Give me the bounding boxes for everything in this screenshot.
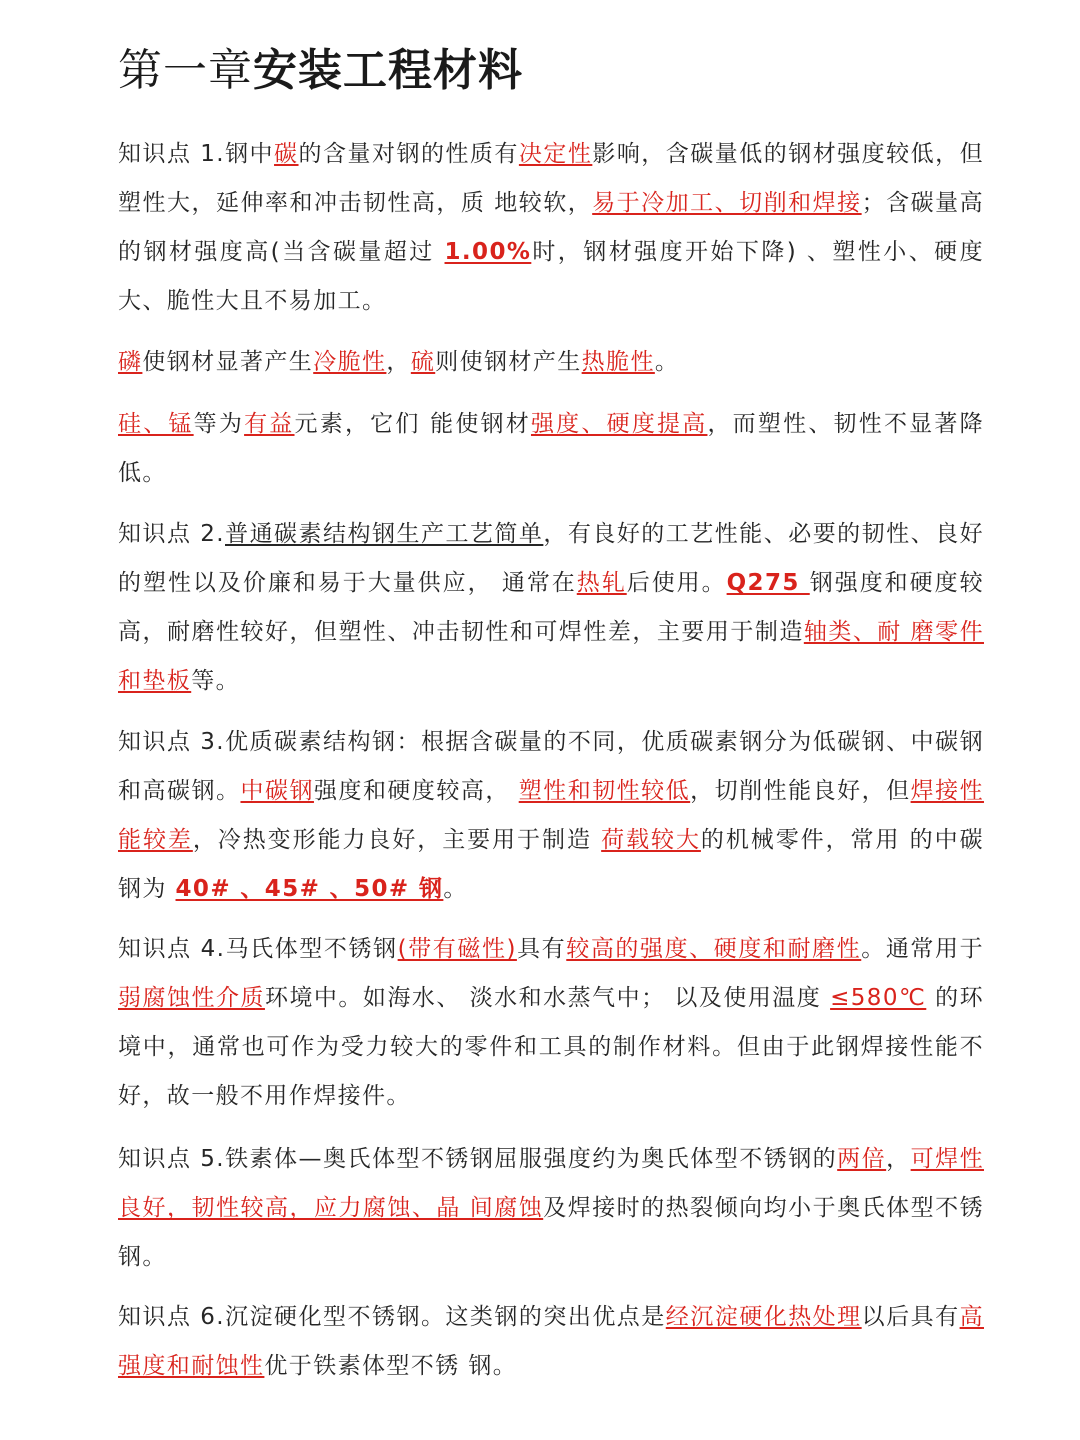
knowledge-point-4	[118, 925, 984, 1121]
text: 等。	[191, 668, 241, 694]
text: 以后具有	[861, 1304, 960, 1330]
highlight: 经沉淀硬化热处理	[665, 1304, 862, 1330]
text: 环境中。如海水、 淡水和水蒸气中； 以及使用温度	[264, 985, 831, 1011]
text: 知识点 6.沉淀硬化型不锈钢。这类钢的突出优点是	[118, 1304, 666, 1330]
highlight: 磷	[118, 349, 143, 375]
text: ，	[386, 349, 411, 375]
text: 影响，含碳量低的钢材强度较低，但塑性大，延伸率和冲击韧性高，质 地较软，	[118, 141, 984, 216]
highlight: 易于冷加工、切削和焊接	[592, 190, 862, 216]
text: 的环境中，通常也可作为受力较大的零件和工具的制作材料。但由于此钢焊接性能不好，故一般不用作焊接件。	[118, 985, 984, 1109]
knowledge-point-1	[118, 130, 984, 326]
highlight: 两倍	[837, 1146, 887, 1172]
text: 钢强度和硬度较高，耐磨性较好，但塑性、冲击韧性和可焊性差，主要用于制造	[118, 570, 984, 645]
highlight: 高强度和耐蚀性	[118, 1304, 984, 1379]
text: 。通常用于	[861, 936, 984, 962]
highlight: 弱腐蚀性介质	[118, 985, 265, 1011]
text: 。	[654, 349, 680, 375]
text: ，有良好的工艺性能、必要的韧性、良好的塑性以及价廉和易于大量供应， 通常在	[118, 521, 985, 596]
highlight: 焊接性能较差	[118, 778, 984, 853]
text: 优于铁素体型不锈 钢。	[264, 1353, 518, 1379]
knowledge-point-6	[118, 1293, 984, 1391]
highlight: 决定性	[518, 141, 593, 167]
highlight: 热轧	[576, 570, 627, 596]
text: 的机械零件，常用 的中碳钢为	[118, 827, 984, 902]
highlight: 可焊性良好，韧性较高，应力腐蚀、晶 间腐蚀	[118, 1146, 984, 1221]
text: 知识点 3.优质碳素结构钢：根据含碳量的不同，优质碳素钢分为低碳钢、中碳钢和高碳钢。	[118, 729, 984, 804]
highlight: 轴类、耐 磨零件和垫板	[118, 619, 984, 694]
highlight: Q275	[726, 570, 810, 596]
text: ；含碳量高的钢材强度高(当含碳量超过	[118, 190, 984, 265]
text: 及焊接时的热裂倾向均小于奥氏体型不锈钢。	[118, 1195, 984, 1270]
text: 知识点 2.	[118, 521, 225, 547]
highlight: 有益	[244, 411, 295, 437]
text: ，切削性能良好，但	[690, 778, 911, 804]
highlight: 40# 、45# 、50# 钢	[175, 876, 444, 902]
highlight: 硅、锰	[118, 411, 194, 437]
text: 。	[443, 876, 468, 902]
knowledge-point-3	[118, 718, 984, 914]
text: 使钢材显著产生	[142, 349, 314, 375]
highlight: ≤580℃	[830, 985, 927, 1011]
text: 具有	[516, 936, 567, 962]
silicon-manganese-note	[118, 400, 984, 498]
text: ，冷热变形能力良好，主要用于制造	[192, 827, 602, 853]
text: ，而塑性、韧性不显著降低。	[118, 411, 984, 486]
highlight: 热脆性	[581, 349, 655, 375]
text: 的含量对钢的性质有	[298, 141, 519, 167]
text: 则使钢材产生	[435, 349, 582, 375]
highlight: 较高的强度、硬度和耐磨性	[566, 936, 862, 962]
highlight: 塑性和韧性较低	[518, 778, 691, 804]
knowledge-point-5	[118, 1135, 984, 1282]
text: ，	[886, 1146, 911, 1172]
highlight: 1.00%	[444, 239, 532, 265]
chapter-title	[118, 34, 523, 98]
highlight: 碳	[274, 141, 299, 167]
text: 知识点 5.铁素体—奥氏体型不锈钢屈服强度约为奥氏体型不锈钢的	[118, 1146, 838, 1172]
text: 知识点 4.马氏体型不锈钢	[118, 936, 398, 962]
text: 元素，它们 能使钢材	[294, 411, 531, 437]
highlight: 硫	[410, 349, 436, 375]
chapter-name: 安装工程材料	[253, 45, 523, 96]
text: 后使用。	[626, 570, 727, 596]
text: 等为	[193, 411, 245, 437]
highlight: 荷载较大	[601, 827, 701, 853]
highlight: (带有磁性)	[397, 936, 517, 962]
highlight: 中碳钢	[240, 778, 314, 804]
knowledge-point-2	[118, 510, 984, 706]
text: 时，钢材强度开始下降) 、塑性小、硬度大、脆性大且不易加工。	[118, 239, 984, 314]
phosphorus-sulfur-note	[118, 338, 984, 387]
highlight: 强度、硬度提高	[530, 411, 708, 437]
underlined-text: 普通碳素结构钢生产工艺简单	[225, 521, 544, 547]
chapter-number: 第一章	[118, 45, 253, 96]
highlight: 冷脆性	[313, 349, 387, 375]
text: 知识点 1.钢中	[118, 141, 275, 167]
text: 强度和硬度较高，	[313, 778, 519, 804]
